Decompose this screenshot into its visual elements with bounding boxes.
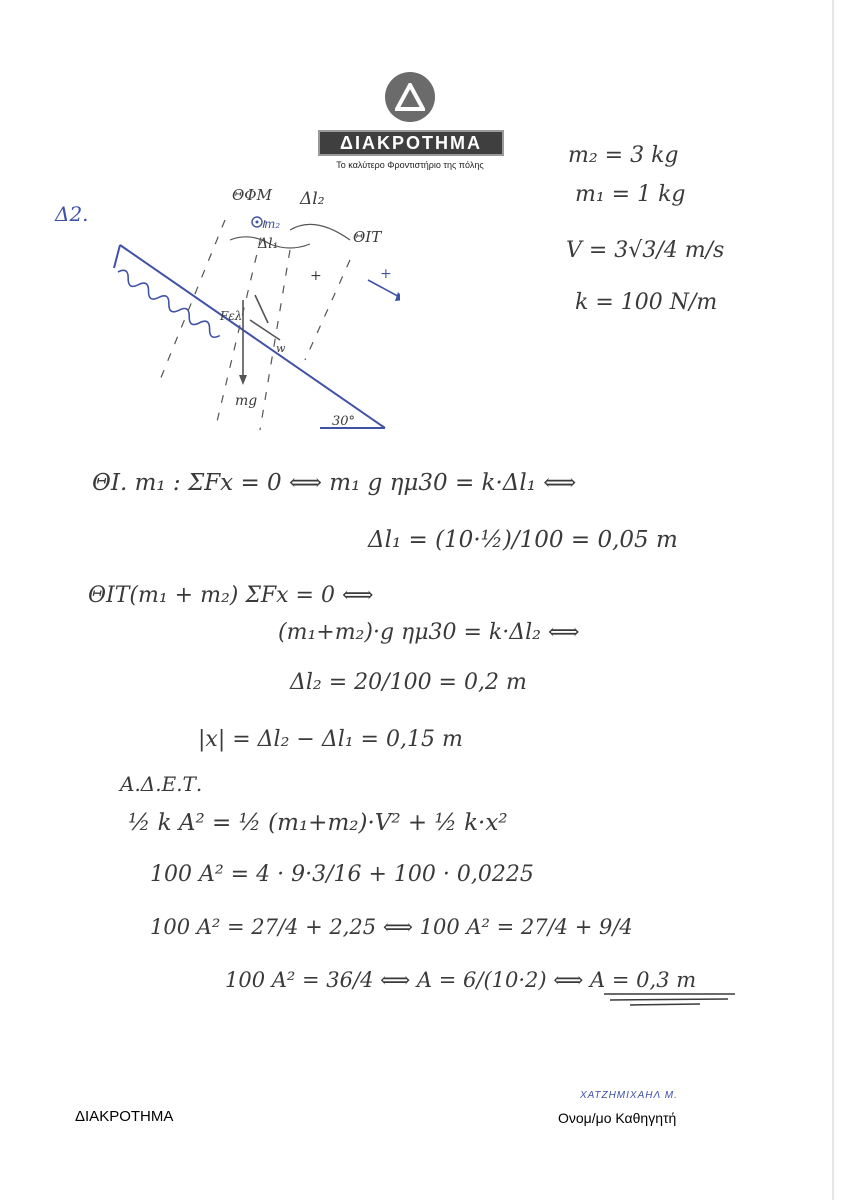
weight-arrowhead [239,375,247,385]
label-mg: mg [235,393,258,409]
brand-name: ΔΙΑΚΡΟΤΗΜΑ [318,130,504,156]
given-velocity: V = 3√3/4 m/s [566,238,725,263]
solution-line-1: ΘΙ. m₁ : ΣFx = 0 ⟺ m₁ g ημ30 = k·Δl₁ ⟺ [92,470,577,496]
problem-label: Δ2. [55,202,89,226]
label-plus-direction: + [380,266,392,282]
solution-line-2: Δl₁ = (10·½)/100 = 0,05 m [368,527,678,553]
brace-dl2 [290,224,350,240]
label-dl2: Δl₂ [300,189,325,209]
footer-company: ΔΙΑΚΡΟΤΗΜΑ [75,1108,174,1125]
given-spring-constant: k = 100 N/m [575,290,718,315]
solution-line-9: 100 A² = 4 · 9·3/16 + 100 · 0,0225 [150,862,534,887]
solution-line-3: ΘΙΤ(m₁ + m₂) ΣFx = 0 ⟺ [88,583,374,608]
solution-line-8: ½ k A² = ½ (m₁+m₂)·V² + ½ k·x² [128,810,508,836]
solution-line-4: (m₁+m₂)·g ημ30 = k·Δl₂ ⟺ [278,620,580,645]
teacher-role: Ονομ/μο Καθηγητή [558,1110,677,1126]
brand-tagline: Το καλύτερο Φροντιστήριο της πόλης [336,160,484,170]
label-plus-center: + [310,268,322,284]
given-m1: m₁ = 1 kg [575,182,686,207]
label-thit: ΘΙΤ [353,228,382,246]
solution-line-11: 100 A² = 36/4 ⟺ A = 6/(10·2) ⟺ A = 0,3 m [225,968,697,992]
mass-dot-center [256,221,259,224]
wall-line [114,245,120,268]
solution-line-6: |x| = Δl₂ − Δl₁ = 0,15 m [198,727,463,752]
positive-direction-arrowhead [395,292,400,301]
label-fel: Fελ [220,309,243,323]
solution-line-10: 100 A² = 27/4 + 2,25 ⟺ 100 A² = 27/4 + 9/4 [150,915,633,939]
label-w: w [276,342,286,355]
incline-diagram [100,180,400,440]
label-m2: m₂ [264,217,281,231]
dashed-line-1 [160,220,225,380]
given-m2: m₂ = 3 kg [568,143,679,168]
positive-direction-arrow [368,280,400,300]
solution-line-7: Α.Δ.Ε.Τ. [120,772,203,796]
brand-logo [318,72,502,170]
delta-triangle-icon [385,72,435,122]
teacher-signature: ΧΑΤΖΗΜΙΧΑΗΛ Μ. [580,1090,678,1101]
answer-underline [600,990,740,1010]
spring-force-arrow [255,295,268,323]
page-edge [832,0,834,1200]
label-angle: 30° [332,414,356,429]
label-thfm: ΘΦΜ [232,186,272,204]
solution-line-5: Δl₂ = 20/100 = 0,2 m [290,670,527,695]
dashed-line-3 [260,250,290,430]
label-dl1: Δl₁ [258,236,279,252]
